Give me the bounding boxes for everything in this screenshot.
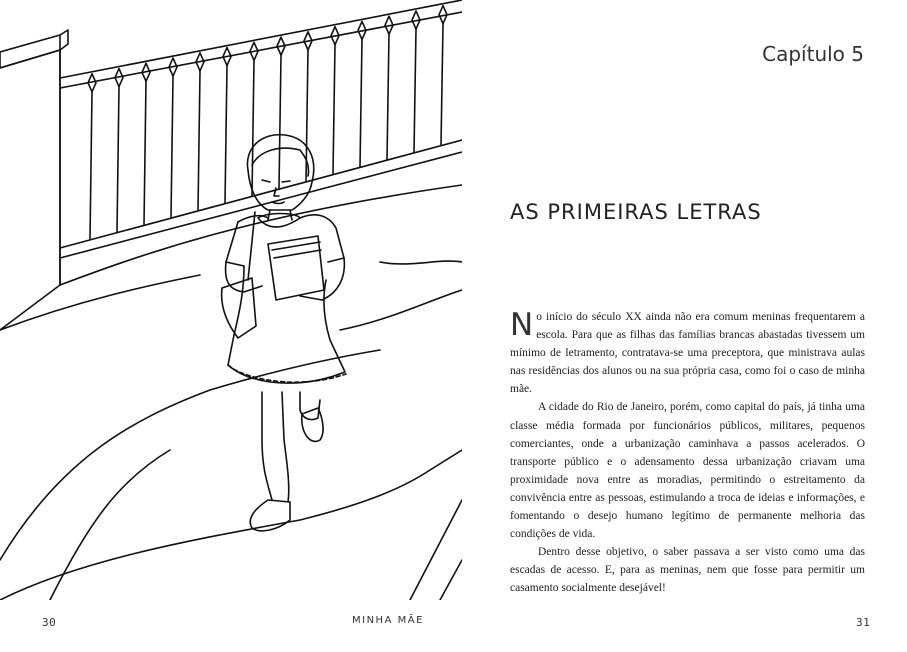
fence-picket <box>387 34 389 159</box>
fence-picket <box>360 39 362 166</box>
paragraph-1-text: o início do século XX ainda não era comum meninas frequentarem a escola. Para que as filhas das famílias brancas abastadas tivessem um mínimo de letramento, contratava-se uma preceptora, que ministrava aulas nas residências dos alunos ou na sua própria casa, como foi o caso de minha mãe. <box>510 311 865 396</box>
ground-line <box>60 185 462 285</box>
girl-legs <box>262 392 289 502</box>
paragraph-2: A cidade do Rio de Janeiro, porém, como capital do país, já tinha uma classe média formada por funcionários públicos, militares, pequenos comerciantes, onde a urbanização caminhava a passos acelerados. O transporte público e o adensamento dessa urbanização criavam uma proximidade nova entre as moradias, permitindo o estreitamento da convivência entre as pessoas, estimulando a troca de ideias e informações, e fomentando o desejo humano legítimo de permanente melhoria das condições de vida. <box>510 401 865 541</box>
chapter-body <box>510 308 865 598</box>
bag-strap <box>248 212 255 280</box>
running-head: MINHA MÃE <box>352 615 424 626</box>
page-number-right: 31 <box>856 616 871 629</box>
fence-picket <box>171 76 173 218</box>
fence-picket <box>252 60 254 196</box>
wall-cap <box>0 35 60 68</box>
girl-head <box>247 135 313 210</box>
chapter-title: AS PRIMEIRAS LETRAS <box>510 200 762 224</box>
page-number-left: 30 <box>42 616 57 629</box>
fence-picket <box>90 92 92 240</box>
drop-cap: N <box>510 307 534 343</box>
girl-shoe-back <box>302 408 323 441</box>
shoulder-bag <box>222 278 256 338</box>
fence-top-rail <box>60 0 462 78</box>
paragraph-1 <box>510 308 865 398</box>
fence-picket <box>414 29 416 152</box>
fence-picket <box>225 66 227 204</box>
fence-picket <box>279 55 281 189</box>
paragraph-3: Dentro desse objetivo, o saber passava a ser visto como uma das escadas de acesso. E, para as meninas, nem que fosse para permitir um casamento socialmente desejável! <box>510 546 865 595</box>
fence-picket <box>333 45 335 174</box>
fence-picket <box>117 87 119 233</box>
chapter-label: Capítulo 5 <box>762 42 864 66</box>
fence-picket <box>198 71 200 211</box>
fence-picket <box>441 24 443 145</box>
girl-walking-illustration <box>0 0 462 600</box>
fence-picket <box>144 81 146 225</box>
